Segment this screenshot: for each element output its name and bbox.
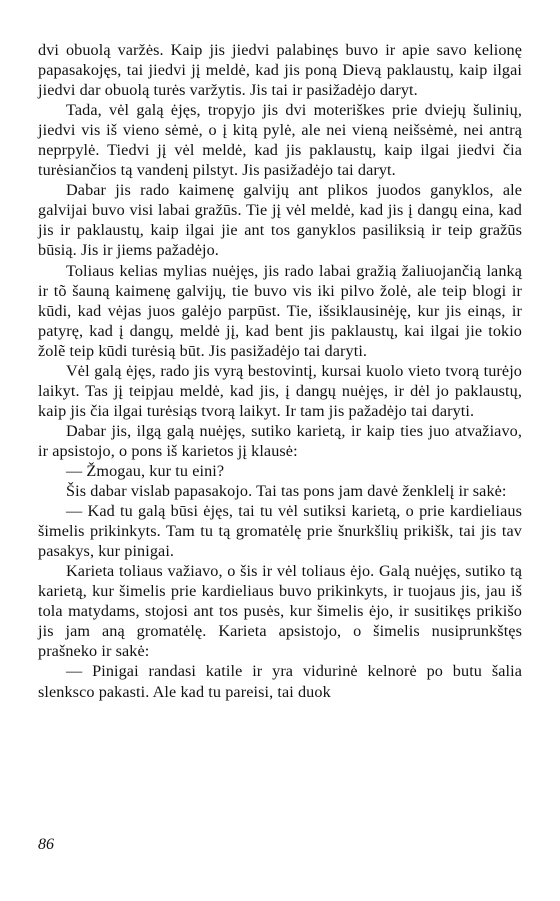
paragraph-6: Dabar jis, ilgą galą nuėjęs, sutiko karietą, ir kaip ties juo atvažiavo, ir apsistojo, o pons iš karietos jį klausė: (38, 421, 522, 460)
paragraph-4: Toliaus kelias mylias nuėjęs, jis rado labai gražią žaliuojančią lanką ir tõ šauną kaimenę galvijų, tie buvo vis iki pilvo žolė, ale teip blogi ir kūdi, kad vėjas juos galėjo parpūst. Tie, išsiklausinėję, kur jis einąs, ir patyrę, kad į dangų, meldė jį, kad bent jis paklaustų, kai ilgai jie tokio žolẽ teip kūdi turėsią būt. Jis pasižadėjo tai daryti. (38, 261, 522, 360)
book-page-text (38, 40, 522, 702)
dialogue-line-3: — Pinigai randasi katile ir yra vidurinė kelnorė po butu šalia slenkscо pakasti. Ale kad tu pareisi, tai duok (38, 662, 522, 701)
page-number: 86 (38, 836, 54, 853)
dialogue-line-1: — Žmogau, kur tu eini? (66, 461, 225, 480)
paragraph-8: Karieta toliaus važiavo, o šis ir vėl toliaus ėjo. Galą nuėjęs, sutiko tą karietą, kur šimelis prie kardieliaus buvo prikinkyts, ir tuojaus jis, jau iš tola matydams, stojosi ant tos pusės, kur šimelis ėjo, ir susitikęs prikišo jis jam aną gromatėlę. Karieta apsistojo, o šimelis nusiprunkštęs prašneko ir sakė: (38, 562, 522, 661)
paragraph-7: Šis dabar vislab papasakojo. Tai tas pons jam davė ženklelį ir sakė: (66, 482, 507, 501)
paragraph-1: dvi obuolą varžės. Kaip jis jiedvi palabinęs buvo ir apie savo kelionę papasakojęs, tai jiedvi jį meldė, kad jis poną Dievą paklaustų, kaip ilgai jiedvi dar obuolą turės varžytis. Jis tai ir pasižadėjo daryt. (38, 41, 522, 100)
dialogue-line-2: — Kad tu galą būsi ėjęs, tai tu vėl sutiksi karietą, o prie kardieliaus šimelis prikinkyts. Tam tu tą gromatėlę prie šnurkšlių prikišk, tai jis tav pasakys, kur pinigai. (38, 502, 522, 561)
paragraph-3: Dabar jis rado kaimenę galvijų ant plikos juodos ganyklos, ale galvijai buvo visi labai gražūs. Tie jį vėl meldė, kad jis į dangų eina, kad jis ir paklaustų, kaip ilgai jie ant tos ganyklos pasiliksią ir teip gražūs būsią. Jis ir jiems pažadėjo. (38, 181, 522, 260)
paragraph-2: Tada, vėl galą ėjęs, tropyjo jis dvi moteriškes prie dviejų šulinių, jiedvi vis iš vieno sėmė, o į kitą pylė, ale nei vieną neišsėmė, nei antrą neprpylė. Tiedvi jį vėl meldė, kad jis paklaustų, kaip ilgai jiedvi čia turėsiančios tą vandenį pilstyt. Jis pasižadėjo tai daryt. (38, 101, 522, 180)
paragraph-5: Vėl galą ėjęs, rado jis vyrą bestovintį, kursai kuolo vieto tvorą turėjo laikyt. Tas jį teipjau meldė, kad jis, į dangų nuėjęs, ir dėl jo paklaustų, kaip jis čia ilgai turėsiąs tvorą laikyt. Ir tam jis pažadėjo tai daryti. (38, 361, 522, 420)
